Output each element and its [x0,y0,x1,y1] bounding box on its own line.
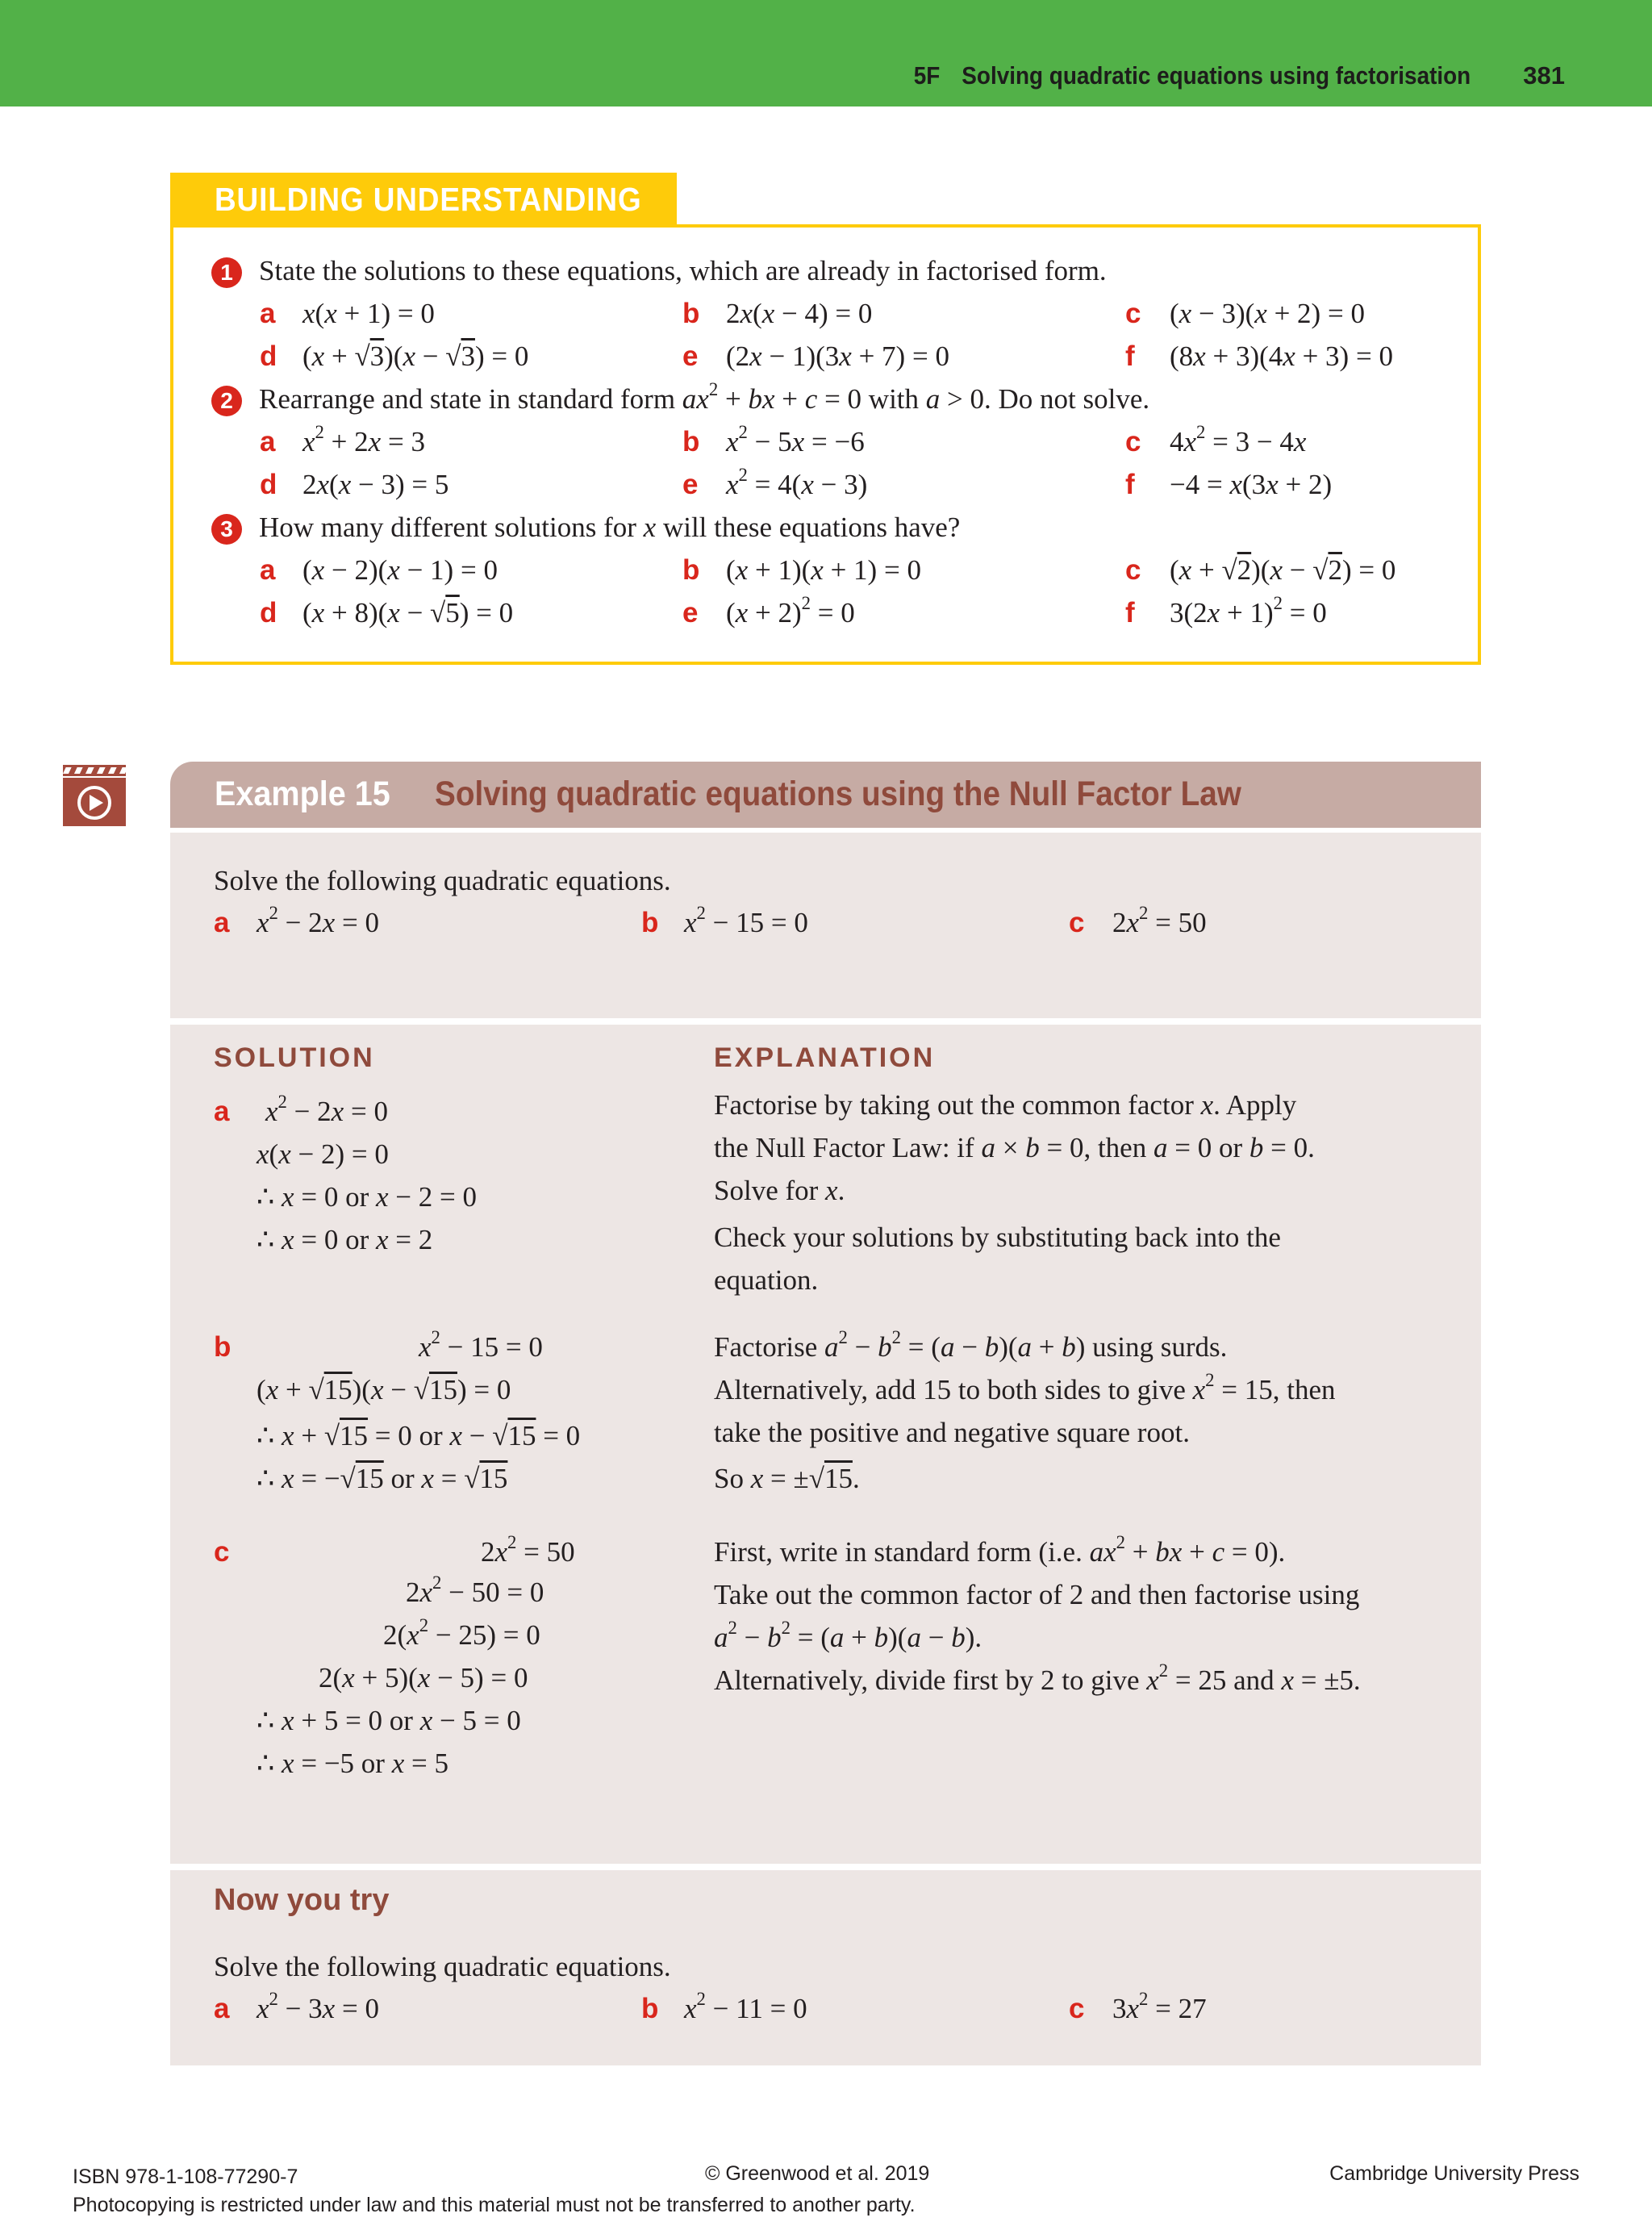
part-math: (2x − 1)(3x + 7) = 0 [726,340,949,372]
part-label: a [260,426,276,457]
solution-heading: SOLUTION [214,1042,375,1073]
part-math: −4 = x(3x + 2) [1170,469,1333,500]
part-label: c [1125,298,1141,329]
solution-line: $x^2 - 2x = 0$ [265,1092,388,1127]
explanation-line: Factorise $a^2 - b^2 = (a - b)(a + b)$ using surds. [714,1327,1228,1363]
solution-label-a: a [214,1096,230,1127]
now-you-try-title: Now you try [214,1883,390,1917]
building-understanding-box [170,224,1481,665]
example-header [170,762,1481,828]
part-label: f [1125,597,1135,629]
section-heading [914,61,1471,90]
building-understanding-tab [170,173,677,226]
now-you-try-panel [170,1870,1481,2065]
example-solution-panel [170,1025,1481,1864]
question-text: Rearrange and state in standard form $ax^2$ + bx + c = 0 with a > 0. Do not solve. [259,379,1150,415]
question-2-parts-row-2 [173,465,1478,509]
part-math: (x + √2)(x − √2) = 0 [1170,554,1396,586]
explanation-heading: EXPLANATION [714,1042,936,1073]
question-2 [173,379,1478,424]
part-label: b [682,554,700,586]
question-text: How many different solutions for x will these equations have? [259,512,961,543]
part-label: e [682,469,699,500]
question-number: 1 [211,257,242,288]
example-number: Example 15 [215,775,390,813]
footer-copyright: © Greenwood et al. 2019 [705,2162,930,2185]
part-label: e [682,597,699,629]
section-title: Solving quadratic equations using factorisation [962,61,1471,90]
part-label: b [641,907,659,938]
question-3-parts-row-1 [173,554,1478,595]
part-label: c [1125,426,1141,457]
part-math: $x^2 - 11 = 0$ [684,1989,807,2024]
explanation-line: So x = ±√15. [714,1463,860,1494]
part-label: d [260,597,277,629]
explanation-line: equation. [714,1264,819,1296]
explanation-line: Alternatively, divide first by 2 to give $x^2 = 25$ and x = ±5. [714,1660,1361,1696]
question-number: 2 [211,386,242,416]
part-label: c [1125,554,1141,586]
part-math: $4x^2 = 3 - 4x$ [1170,422,1307,457]
footer-isbn: ISBN 978-1-108-77290-7 [73,2165,298,2188]
part-label: b [682,298,700,329]
explanation-line: $a^2 - b^2 = (a + b)(a - b)$. [714,1618,982,1653]
part-math: (x + 1)(x + 1) = 0 [726,554,921,586]
part-math: $x^2 + 2x = 3$ [302,422,425,457]
part-math: (x + √3)(x − √3) = 0 [302,340,529,372]
part-label: d [260,469,277,500]
example-title: Solving quadratic equations using the Null Factor Law [435,775,1241,813]
example-prompt: Solve the following quadratic equations. [214,865,671,896]
part-math: (x − 3)(x + 2) = 0 [1170,298,1365,329]
section-code: 5F [913,61,941,90]
explanation-line: Factorise by taking out the common factor x. Apply [714,1089,1297,1121]
solution-line: $2x^2 = 50$ [481,1532,575,1568]
part-label: b [641,1993,659,2024]
explanation-line: Check your solutions by substituting back into the [714,1222,1281,1253]
part-math: (8x + 3)(4x + 3) = 0 [1170,340,1393,372]
question-2-parts-row-1 [173,422,1478,466]
question-number: 3 [211,514,242,545]
solution-line: $2(x^2 - 25) = 0$ [383,1615,540,1651]
question-1-parts-row-2 [173,340,1478,381]
part-math: $3x^2 = 27$ [1112,1989,1207,2024]
part-math: $x^2 - 5x = -6$ [726,422,865,457]
explanation-line: Solve for x. [714,1175,845,1206]
solution-label-c: c [214,1536,230,1568]
part-label: b [682,426,700,457]
part-label: a [260,554,276,586]
part-label: f [1125,469,1135,500]
explanation-line: take the positive and negative square root. [714,1417,1190,1448]
question-3-parts-row-2 [173,593,1478,637]
solution-line: ∴ x = 0 or x = 2 [257,1224,433,1255]
explanation-line: the Null Factor Law: if a × b = 0, then a = 0 or b = 0. [714,1132,1315,1163]
part-math: $x^2 - 2x = 0$ [257,903,379,938]
part-label: c [1069,907,1085,938]
question-3 [173,512,1478,552]
solution-label-b: b [214,1331,232,1363]
part-math: $x^2 = 4(x - 3)$ [726,465,868,500]
solution-line: $2x^2 - 50 = 0$ [406,1572,544,1608]
solution-line: (x + √15)(x − √15) = 0 [257,1374,511,1405]
solution-line: $x^2 - 15 = 0$ [419,1327,543,1363]
part-math: 2x(x − 4) = 0 [726,298,873,329]
question-text: State the solutions to these equations, which are already in factorised form. [259,255,1107,286]
now-you-try-prompt: Solve the following quadratic equations. [214,1951,671,1982]
part-label: f [1125,340,1135,372]
solution-line: ∴ x = −5 or x = 5 [257,1748,449,1779]
solution-line: x(x − 2) = 0 [257,1138,389,1170]
part-label: c [1069,1993,1085,2024]
building-understanding-title: BUILDING UNDERSTANDING [215,181,642,218]
part-math: (x + 8)(x − √5) = 0 [302,597,514,629]
part-label: e [682,340,699,372]
part-math: (x − 2)(x − 1) = 0 [302,554,498,586]
part-label: d [260,340,277,372]
part-math: $x^2 - 15 = 0$ [684,903,808,938]
explanation-line: Take out the common factor of 2 and then factorise using [714,1579,1360,1610]
page-number: 381 [1523,61,1565,90]
part-math: $(x + 2)^2 = 0$ [726,593,855,629]
part-math: $2x^2 = 50$ [1112,903,1207,938]
solution-line: ∴ x + 5 = 0 or x − 5 = 0 [257,1705,521,1736]
part-label: a [260,298,276,329]
footer-publisher: Cambridge University Press [1329,2162,1579,2185]
part-math: $3(2x + 1)^2 = 0$ [1170,593,1327,629]
solution-line: 2(x + 5)(x − 5) = 0 [319,1662,528,1694]
footer-notice: Photocopying is restricted under law and this material must not be transferred to another party. [73,2194,916,2216]
explanation-line: First, write in standard form (i.e. $ax^2$ + bx + c = 0). [714,1532,1286,1568]
solution-line: ∴ x + √15 = 0 or x − √15 = 0 [257,1420,581,1451]
part-math: $x^2 - 3x = 0$ [257,1989,379,2024]
question-1-parts-row-1 [173,298,1478,338]
example-question-panel [170,833,1481,1018]
solution-line: ∴ x = −√15 or x = √15 [257,1463,508,1494]
part-math: 2x(x − 3) = 5 [302,469,449,500]
video-clapperboard-icon[interactable] [61,763,127,828]
solution-line: ∴ x = 0 or x − 2 = 0 [257,1181,478,1213]
part-label: a [214,907,230,938]
part-label: a [214,1993,230,2024]
part-math: x(x + 1) = 0 [302,298,435,329]
header-bar [0,0,1652,106]
explanation-line: Alternatively, add 15 to both sides to give $x^2 = 15$, then [714,1370,1336,1405]
question-1 [173,255,1478,295]
